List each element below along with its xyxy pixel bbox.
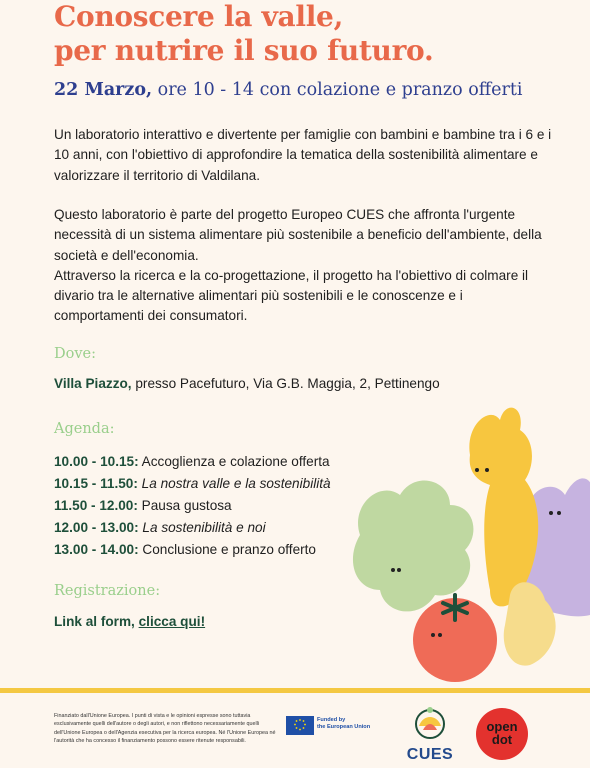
intro-text-3: Attraverso la ricerca e la co-progettazione, il progetto ha l'obiettivo di colmare il divario tra le alternative alimentari più sostenibili e le conoscenze e i comportamenti dei consumatori. <box>54 267 529 324</box>
where-label: Dove: <box>54 346 97 362</box>
funding-disclaimer: Finanziato dall'Unione Europea. I punti di vista e le opinioni espresse sono tuttavia esclusivamente quelli dell'autore o degli autori, e non riflettono necessariamente quelli dell'Unione Europea o dell'Agenzia esecutiva per la ricerca europea. Né l'Unione Europea né l'autorità che ha concesso il finanziamento possono essere ritenute responsabili. <box>54 713 276 744</box>
agenda-activity: La nostra valle e la sostenibilità <box>137 476 331 491</box>
agenda-item <box>54 451 331 473</box>
agenda-list <box>54 451 331 561</box>
eu-line-1: Funded by <box>317 717 346 723</box>
agenda-item <box>54 473 331 495</box>
carrot-shape <box>469 408 538 607</box>
agenda-activity: Accoglienza e colazione offerta <box>138 454 330 469</box>
agenda-item <box>54 495 331 517</box>
date-day: 22 Marzo, <box>54 80 153 100</box>
agenda-activity: Pausa gustosa <box>137 498 232 513</box>
venue-name: Villa Piazzo, <box>54 376 132 391</box>
venue-address: presso Pacefuturo, Via G.B. Maggia, 2, Pettinengo <box>131 376 440 391</box>
agenda-time: 10.00 - 10.15: <box>54 454 139 469</box>
intro-text-1: Un laboratorio interattivo e divertente per famiglie con bambini e bambine tra i 6 e i 10 anni, con l'obiettivo di approfondire la tematica della sostenibilità alimentare e valorizzare il territorio di Valdilana. <box>54 127 552 183</box>
eu-line-2: the European Union <box>317 724 371 730</box>
cabbage-shape <box>353 481 473 612</box>
registration-link-line <box>54 614 205 629</box>
opendot-line-1: open <box>486 719 518 734</box>
eu-funding-logo <box>286 716 396 738</box>
footer-divider <box>0 688 590 693</box>
agenda-time: 10.15 - 11.50: <box>54 476 138 491</box>
registration-link[interactable]: clicca qui! <box>138 614 206 629</box>
flyer-title <box>54 0 433 68</box>
agenda-activity: La sostenibilità e noi <box>138 520 266 535</box>
opendot-line-2: dot <box>491 732 513 747</box>
agenda-item <box>54 539 331 561</box>
registration-label: Registrazione: <box>54 583 161 599</box>
title-line-2: per nutrire il suo futuro. <box>54 34 434 67</box>
eu-flag-icon <box>286 716 314 735</box>
cues-wordmark: CUES <box>406 746 454 763</box>
intro-paragraph-1 <box>54 125 554 186</box>
intro-text-2: Questo laboratorio è parte del progetto Europeo CUES che affronta l'urgente necessità di un sistema alimentare più sostenibile a beneficio dell'ambiente, della società e dell'economia. <box>54 207 542 263</box>
agenda-activity: Conclusione e pranzo offerto <box>138 542 316 557</box>
date-details: ore 10 - 14 con colazione e pranzo offerti <box>152 80 523 100</box>
agenda-label: Agenda: <box>54 421 115 437</box>
agenda-item <box>54 517 331 539</box>
intro-paragraph-2 <box>54 205 554 327</box>
agenda-time: 13.00 - 14.00: <box>54 542 139 557</box>
agenda-time: 11.50 - 12.00: <box>54 498 138 513</box>
opendot-logo <box>476 708 528 760</box>
agenda-time: 12.00 - 13.00: <box>54 520 139 535</box>
registration-prefix: Link al form, <box>54 614 139 629</box>
vegetables-illustration <box>340 385 590 685</box>
event-date <box>54 80 523 100</box>
eu-text <box>317 717 370 731</box>
title-line-1: Conoscere la valle, <box>54 0 344 33</box>
